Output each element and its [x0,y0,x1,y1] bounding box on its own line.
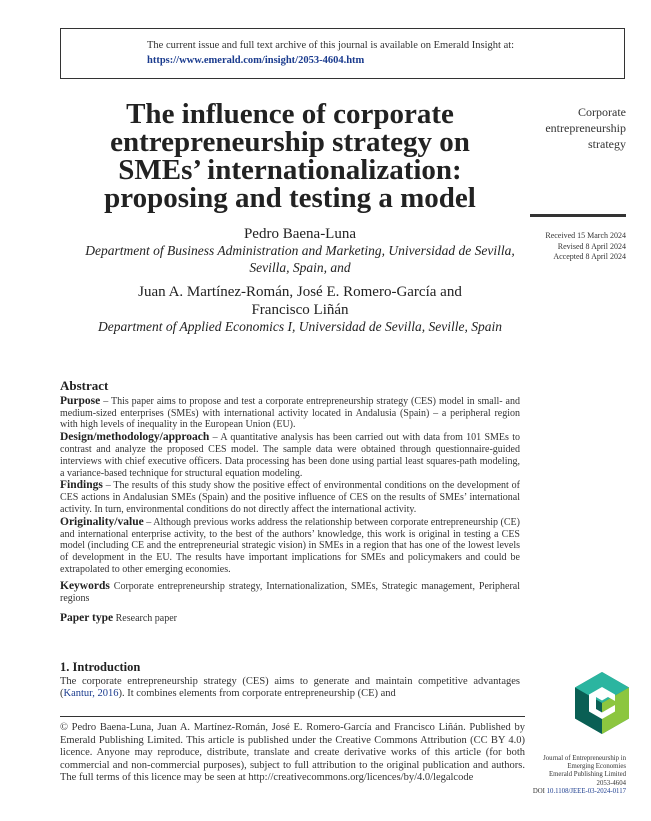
findings-label: Findings [60,479,103,492]
revised-date: Revised 8 April 2024 [557,241,626,251]
originality-label: Originality/value [60,515,144,528]
design-label: Design/methodology/approach [60,431,210,444]
abstract-originality [60,517,520,576]
author-affiliation [60,242,540,276]
keywords-label: Keywords [60,579,110,592]
title-line: The influence of corporate [126,98,454,130]
received-date: Received 15 March 2024 [545,231,626,240]
paper-type-text: Research paper [113,613,177,625]
intro-text: The corporate entrepreneurship strategy (CES) aims to generate and maintain competitive advantages ( [60,675,520,699]
co-author-affiliation: Department of Applied Economics I, Universidad de Sevilla, Seville, Spain [98,319,502,334]
abstract-findings [60,480,520,515]
accepted-date: Accepted 8 April 2024 [553,252,626,261]
paper-type-label: Paper type [60,612,114,625]
abstract-section [60,380,520,626]
keywords [60,581,520,605]
author-name: Pedro Baena-Luna [243,226,357,242]
license-notice: © Pedro Baena-Luna, Juan A. Martínez-Román, José E. Romero-García and Francisco Liñán. Published by Emerald Publishing Limited. This article is published under the Creative Commons Attribution (CC BY 4.0) licence. Anyone may reproduce, distribute, translate and create derivative works of this article (for both commercial and non-commercial purposes), subject to full attribution to the original publication and authors. The full terms of this licence may be seen at http://creativecommons.org/licences/by/4.0/legalcode [60,722,525,783]
archive-notice-box [60,28,625,79]
abstract-heading: Abstract [60,378,109,393]
doi-row [505,788,626,796]
title-line: entrepreneurship strategy on [110,126,470,158]
running-head-rule [530,214,626,217]
keywords-text: Corporate entrepreneurship strategy, Internationalization, SMEs, Strategic management, Peripheral regions [60,580,520,604]
running-head-line: Corporate [578,105,626,119]
authors-line: Francisco Liñán [251,302,349,318]
publisher-line: Emerald Publishing Limited [548,771,626,779]
purpose-text: – This paper aims to propose and test a corporate entrepreneurship strategy (CES) model in small- and medium-sized enterprises (SMEs) with international activity located in Andalusia (Spain) – a peripheral region with high levels of inequality in the European Union (EU). [60,395,520,431]
running-head [505,104,626,152]
journal-name-line: Emerging Economies [567,763,626,771]
archive-url-link[interactable]: https://www.emerald.com/insight/2053-4604.htm [147,55,365,66]
purpose-label: Purpose [60,394,101,407]
journal-info [505,755,626,796]
affiliation-line: Sevilla, Spain, and [249,260,351,275]
abstract-purpose [60,396,520,431]
title-line: proposing and testing a model [104,182,476,214]
co-author-names [60,283,540,319]
authors-line: Juan A. Martínez-Román, José E. Romero-García and [138,284,462,300]
introduction-section [60,661,520,701]
issn-line: 2053-4604 [596,779,626,787]
abstract-design [60,432,520,479]
findings-text: – The results of this study show the positive effect of environmental conditions on the development of CES actions in Andalusian SMEs (Spain) and the positive influence of CES on the results of SMEs’ international activity. In turn, environmental conditions do not directly affect the international activity. [60,480,520,515]
affiliation-line: Department of Business Administration and Marketing, Universidad de Sevilla, [85,243,515,258]
running-head-line: entrepreneurship [545,121,626,135]
introduction-heading: 1. Introduction [60,660,141,674]
archive-notice-text: The current issue and full text archive of this journal is available on Emerald Insight at: [147,40,515,51]
running-head-line: strategy [588,137,626,151]
introduction-paragraph [60,676,520,701]
doi-link[interactable]: 10.1108/JEEE-03-2024-0117 [546,787,626,795]
originality-text: – Although previous works address the relationship between corporate entrepreneurship (CE) and international enterprise activity, to the best of the authors’ knowledge, this work is original in testing a CES model (including CE and the entrepreneurial strategic vision) in SMEs in a region that has one of the lowest levels of development in the EU. The results have important implications for SMEs and policymakers and could be extrapolated to other emerging economies. [60,516,520,575]
license-divider [60,716,525,717]
design-text: – A quantitative analysis has been carried out with data from 101 SMEs to contrast and analyze the proposed CES model. The sample data were obtained through questionnaire-guided interviews with chief executive officers. Data processing has been done using partial least squares-path modeling, a variance-based technique for structural equation modeling. [60,432,520,479]
intro-text: ). It combines elements from corporate entrepreneurship (CE) and [118,688,396,699]
journal-name-line: Journal of Entrepreneurship in [543,755,626,762]
emerald-publishing-logo-icon [575,672,629,734]
paper-type [60,613,520,625]
citation-link[interactable]: Kantur, 2016 [63,688,119,699]
article-title [80,100,500,212]
title-line: SMEs’ internationalization: [118,154,462,186]
doi-label: DOI [532,787,545,795]
